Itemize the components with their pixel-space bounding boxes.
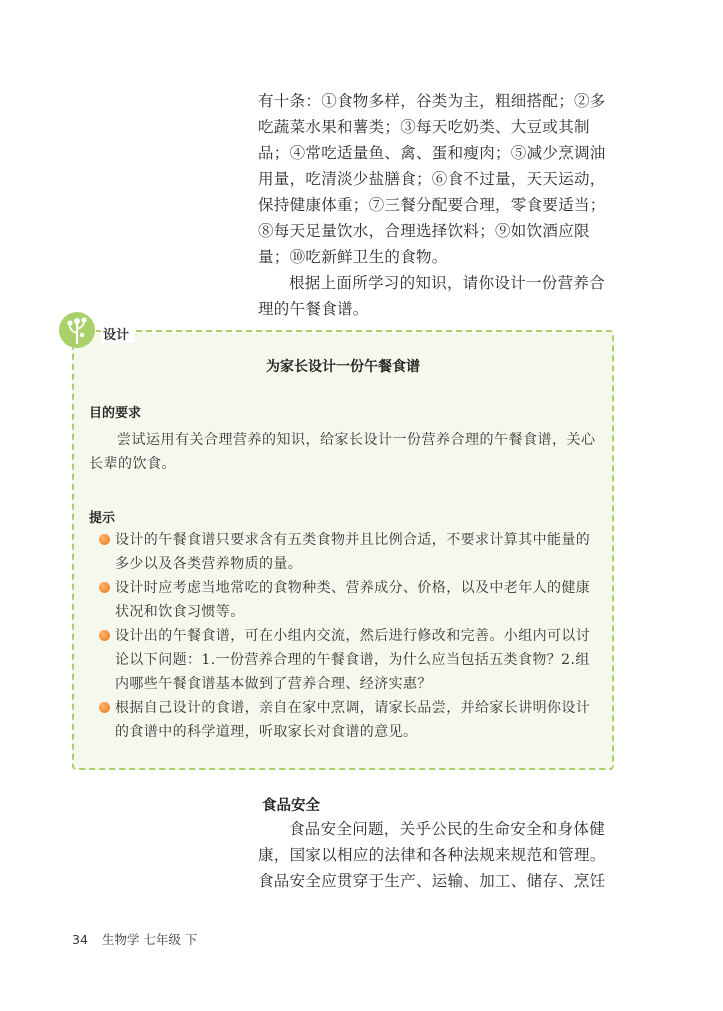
tip-text: 根据自己设计的食谱，亲自在家中烹调，请家长品尝，并给家长讲明你设计的食谱中的科学道理，听取家长对食谱的意见。 (115, 700, 591, 740)
tip-item (89, 696, 601, 744)
tips-heading: 提示 (89, 511, 116, 526)
design-label: 设计 (101, 324, 135, 343)
purpose-text-block (89, 428, 601, 476)
orange-bullet-icon (99, 702, 110, 713)
intro-text (258, 88, 618, 322)
purpose-text: 尝试运用有关合理营养的知识，给家长设计一份营养合理的午餐食谱，关心长辈的饮食。 (89, 432, 596, 472)
page-footer (72, 930, 197, 948)
page-number: 34 (72, 932, 88, 947)
food-safety-text-block (258, 816, 618, 894)
food-safety-heading: 食品安全 (262, 798, 320, 814)
tips-list (89, 528, 601, 744)
book-title: 生物学 七年级 下 (101, 932, 198, 947)
tip-text: 设计的午餐食谱只要求含有五类食物并且比例合适，不要求计算其中能量的多少以及各类营养物质的量。 (115, 532, 591, 572)
tip-text: 设计时应考虑当地常吃的食物种类、营养成分、价格，以及中老年人的健康状况和饮食习惯等。 (115, 580, 591, 620)
design-title: 为家长设计一份午餐食谱 (266, 359, 420, 375)
orange-bullet-icon (99, 630, 110, 641)
orange-bullet-icon (99, 582, 110, 593)
tip-item (89, 528, 601, 576)
dietary-guidelines-paragraph: 有十条：①食物多样，谷类为主，粗细搭配；②多吃蔬菜水果和薯类；③每天吃奶类、大豆或其制品；④常吃适量鱼、禽、蛋和瘦肉；⑤减少烹调油用量，吃清淡少盐膳食；⑥食不过量，天天运动，保持健康体重；⑦三餐分配要合理，零食要适当；⑧每天足量饮水，合理选择饮料；⑨如饮酒应限量；⑩吃新鲜卫生的食物。 (258, 92, 606, 266)
food-safety-text: 食品安全问题，关乎公民的生命安全和身体健康，国家以相应的法律和各种法规来规范和管理。食品安全应贯穿于生产、运输、加工、储存、烹饪 (258, 820, 606, 890)
tip-item (89, 624, 601, 696)
purpose-heading: 目的要求 (89, 406, 142, 421)
plant-sprout-icon (58, 311, 96, 349)
orange-bullet-icon (99, 534, 110, 545)
tip-text: 设计出的午餐食谱，可在小组内交流，然后进行修改和完善。小组内可以讨论以下问题：1.一份营养合理的午餐食谱，为什么应当包括五类食物？2.组内哪些午餐食谱基本做到了营养合理、经济实惠？ (115, 628, 591, 692)
tip-item (89, 576, 601, 624)
task-paragraph: 根据上面所学习的知识，请你设计一份营养合理的午餐食谱。 (258, 274, 606, 318)
